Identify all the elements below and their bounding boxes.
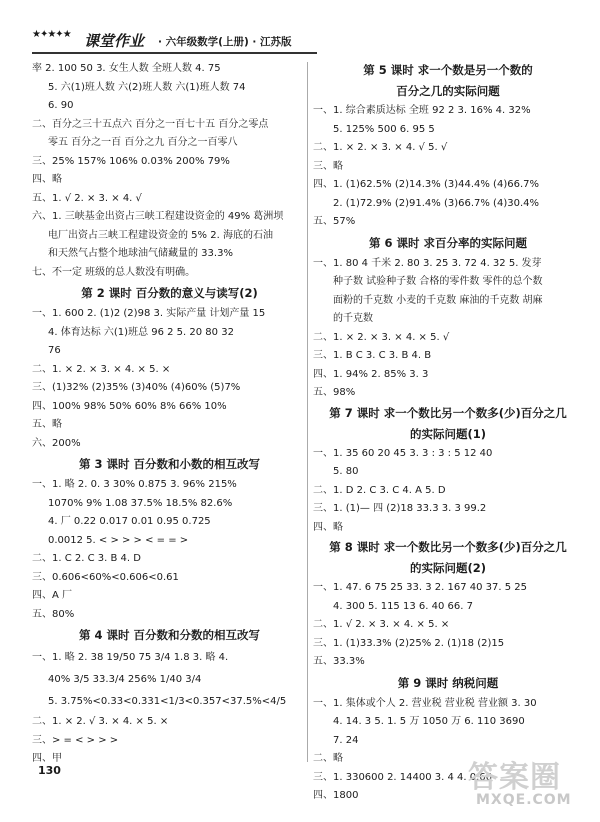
answer-line: 0.0012 5. < > > > < = = > (48, 534, 189, 546)
answer-line: 5. 六(1)班人数 六(2)班人数 六(1)班人数 74 (48, 81, 246, 93)
answer-line: 76 (48, 345, 61, 356)
answer-line: 5. 80 (333, 466, 359, 477)
answer-line: 二、略 (313, 753, 343, 764)
section-title: 第 8 课时 求一个数比另一个数多(少)百分之几 (329, 540, 567, 554)
book-subtitle: · 六年级数学(上册) · 江苏版 (158, 36, 292, 48)
answer-line: 4. 厂 0.22 0.017 0.01 0.95 0.725 (48, 516, 211, 527)
answer-line: 二、1. × 2. × 3. × 4. × 5. × (32, 363, 171, 375)
answer-line: 4. 体育达标 六(1)班总 96 2 5. 20 80 32 (48, 326, 234, 338)
left-column (32, 60, 307, 769)
answer-line: 一、1. 集体或个人 2. 营业税 营业税 营业额 3. 30 (313, 697, 537, 709)
answer-line: 六、1. 三峡基金出资占三峡工程建设资金的 49% 葛洲坝 (32, 211, 284, 222)
answer-line: 四、略 (32, 174, 62, 185)
answer-line: 5. 3.75%<0.33<0.331<1/3<0.357<37.5%<4/5 (48, 696, 287, 707)
answer-line: 三、1. (1)33.3% (2)25% 2. (1)18 (2)15 (313, 637, 505, 649)
answer-line: 的千克数 (333, 313, 373, 324)
answer-line: 一、1. 47. 6 75 25 33. 3 2. 167 40 37. 5 25 (313, 582, 528, 593)
page-header (32, 28, 322, 54)
answer-line: 四、甲 (32, 753, 62, 764)
section-title-cont: 的实际问题(1) (409, 426, 486, 441)
right-column (313, 60, 583, 806)
answer-line: 四、1. 94% 2. 85% 3. 3 (313, 368, 429, 380)
answer-line: 三、1. (1)— 四 (2)18 33.3 3. 3 99.2 (313, 503, 487, 514)
stars-icon: ★✦★✦★ (32, 29, 71, 40)
answer-line: 二、1. √ 2. × 3. × 4. × 5. × (313, 619, 450, 630)
answer-line: 三、1. 330600 2. 14400 3. 4 4. 0.66 (313, 771, 493, 783)
section-title-cont: 百分之几的实际问题 (396, 84, 500, 98)
section-title: 第 7 课时 求一个数比另一个数多(少)百分之几 (329, 405, 567, 420)
answer-line: 六、200% (32, 437, 81, 449)
section-title: 第 5 课时 求一个数是另一个数的 (363, 63, 533, 77)
section-title: 第 9 课时 纳税问题 (397, 675, 499, 690)
answer-line: 6. 90 (48, 100, 74, 111)
answer-line: 三、25% 157% 106% 0.03% 200% 79% (32, 155, 230, 167)
book-brand: 课堂作业 (84, 32, 145, 50)
answer-line: 7. 24 (333, 734, 359, 746)
answer-line: 四、1800 (313, 790, 359, 801)
answer-line: 和天然气占整个地球油气储藏量的 33.3% (48, 248, 233, 259)
answer-line: 七、不一定 班级的总人数没有明确。 (32, 266, 196, 278)
answer-line: 面粉的千克数 小麦的千克数 麻油的千克数 胡麻 (333, 294, 543, 306)
watermark-text: 答案圈 (468, 760, 561, 795)
answer-line: 40% 3/5 33.3/4 256% 1/40 3/4 (48, 674, 202, 685)
answer-line: 三、1. B C 3. C 3. B 4. B (313, 350, 432, 361)
answer-line: 五、1. √ 2. × 3. × 4. √ (32, 192, 142, 204)
answer-line: 1070% 9% 1.08 37.5% 18.5% 82.6% (48, 497, 233, 509)
answer-line: 三、(1)32% (2)35% (3)40% (4)60% (5)7% (32, 382, 241, 393)
answer-line: 四、100% 98% 50% 60% 8% 66% 10% (32, 400, 227, 412)
answer-line: 5. 125% 500 6. 95 5 (333, 123, 435, 135)
answer-line: 二、1. × 2. √ 3. × 4. × 5. × (32, 716, 169, 727)
header-rule (32, 52, 317, 54)
answer-line: 五、33.3% (313, 656, 365, 667)
page-number: 130 (38, 764, 61, 777)
answer-line: 五、57% (313, 216, 356, 227)
answer-line: 二、1. C 2. C 3. B 4. D (32, 553, 141, 564)
answer-line: 一、1. 35 60 20 45 3. 3 : 3 : 5 12 40 (313, 447, 493, 459)
section-title-cont: 的实际问题(2) (409, 561, 486, 575)
answer-line: 二、1. × 2. × 3. × 4. × 5. √ (313, 331, 450, 343)
answer-line: 2. (1)72.9% (2)91.4% (3)66.7% (4)30.4% (333, 197, 539, 209)
answer-line: 五、80% (32, 608, 75, 620)
answer-line: 一、1. 80 4 千米 2. 80 3. 25 3. 72 4. 32 5. 发芽 (313, 257, 542, 269)
answer-line: 四、A 厂 (32, 590, 73, 601)
section-title: 第 4 课时 百分数和分数的相互改写 (78, 628, 260, 642)
answer-line: 一、1. 略 2. 0. 3 30% 0.875 3. 96% 215% (32, 479, 237, 490)
answer-line: 一、1. 600 2. (1)2 (2)98 3. 实际产量 计划产量 15 (32, 308, 266, 319)
answer-line: 一、1. 略 2. 38 19/50 75 3/4 1.8 3. 略 4. (32, 652, 229, 663)
answer-line: 二、1. × 2. × 3. × 4. √ 5. √ (313, 142, 448, 153)
answer-line: 种子数 试验种子数 合格的零件数 零件的总个数 (333, 276, 543, 287)
section-title: 第 2 课时 百分数的意义与读写(2) (81, 286, 258, 300)
answer-line: 四、1. (1)62.5% (2)14.3% (3)44.4% (4)66.7% (313, 179, 539, 190)
watermark-logo (468, 752, 588, 814)
answer-line: 三、> = < > > > (32, 734, 119, 746)
answer-line: 五、98% (313, 387, 356, 398)
answer-line: 二、1. D 2. C 3. C 4. A 5. D (313, 484, 446, 496)
answer-line: 4. 14. 3 5. 1. 5 万 1050 万 6. 110 3690 (333, 716, 525, 727)
section-title: 第 6 课时 求百分率的实际问题 (368, 235, 527, 250)
answer-line: 4. 300 5. 115 13 6. 40 66. 7 (333, 600, 473, 612)
answer-line: 二、百分之三十五点六 百分之一百七十五 百分之零点 (32, 118, 269, 130)
answer-line: 一、1. 综合素质达标 全班 92 2 3. 16% 4. 32% (313, 105, 531, 116)
watermark-url: MXQE.COM (476, 792, 572, 808)
answer-line: 三、0.606<60%<0.606<0.61 (32, 571, 179, 583)
answer-line: 率 2. 100 50 3. 女生人数 全班人数 4. 75 (32, 63, 221, 74)
answer-line: 四、略 (313, 521, 343, 533)
section-title: 第 3 课时 百分数和小数的相互改写 (78, 457, 260, 471)
answer-line: 电厂出资占三峡工程建设资金的 5% 2. 海底的石油 (48, 229, 273, 241)
column-divider (307, 62, 308, 762)
answer-line: 三、略 (313, 160, 343, 172)
answer-line: 零五 百分之一百 百分之九 百分之一百零八 (48, 137, 238, 148)
answer-line: 五、略 (32, 419, 62, 430)
